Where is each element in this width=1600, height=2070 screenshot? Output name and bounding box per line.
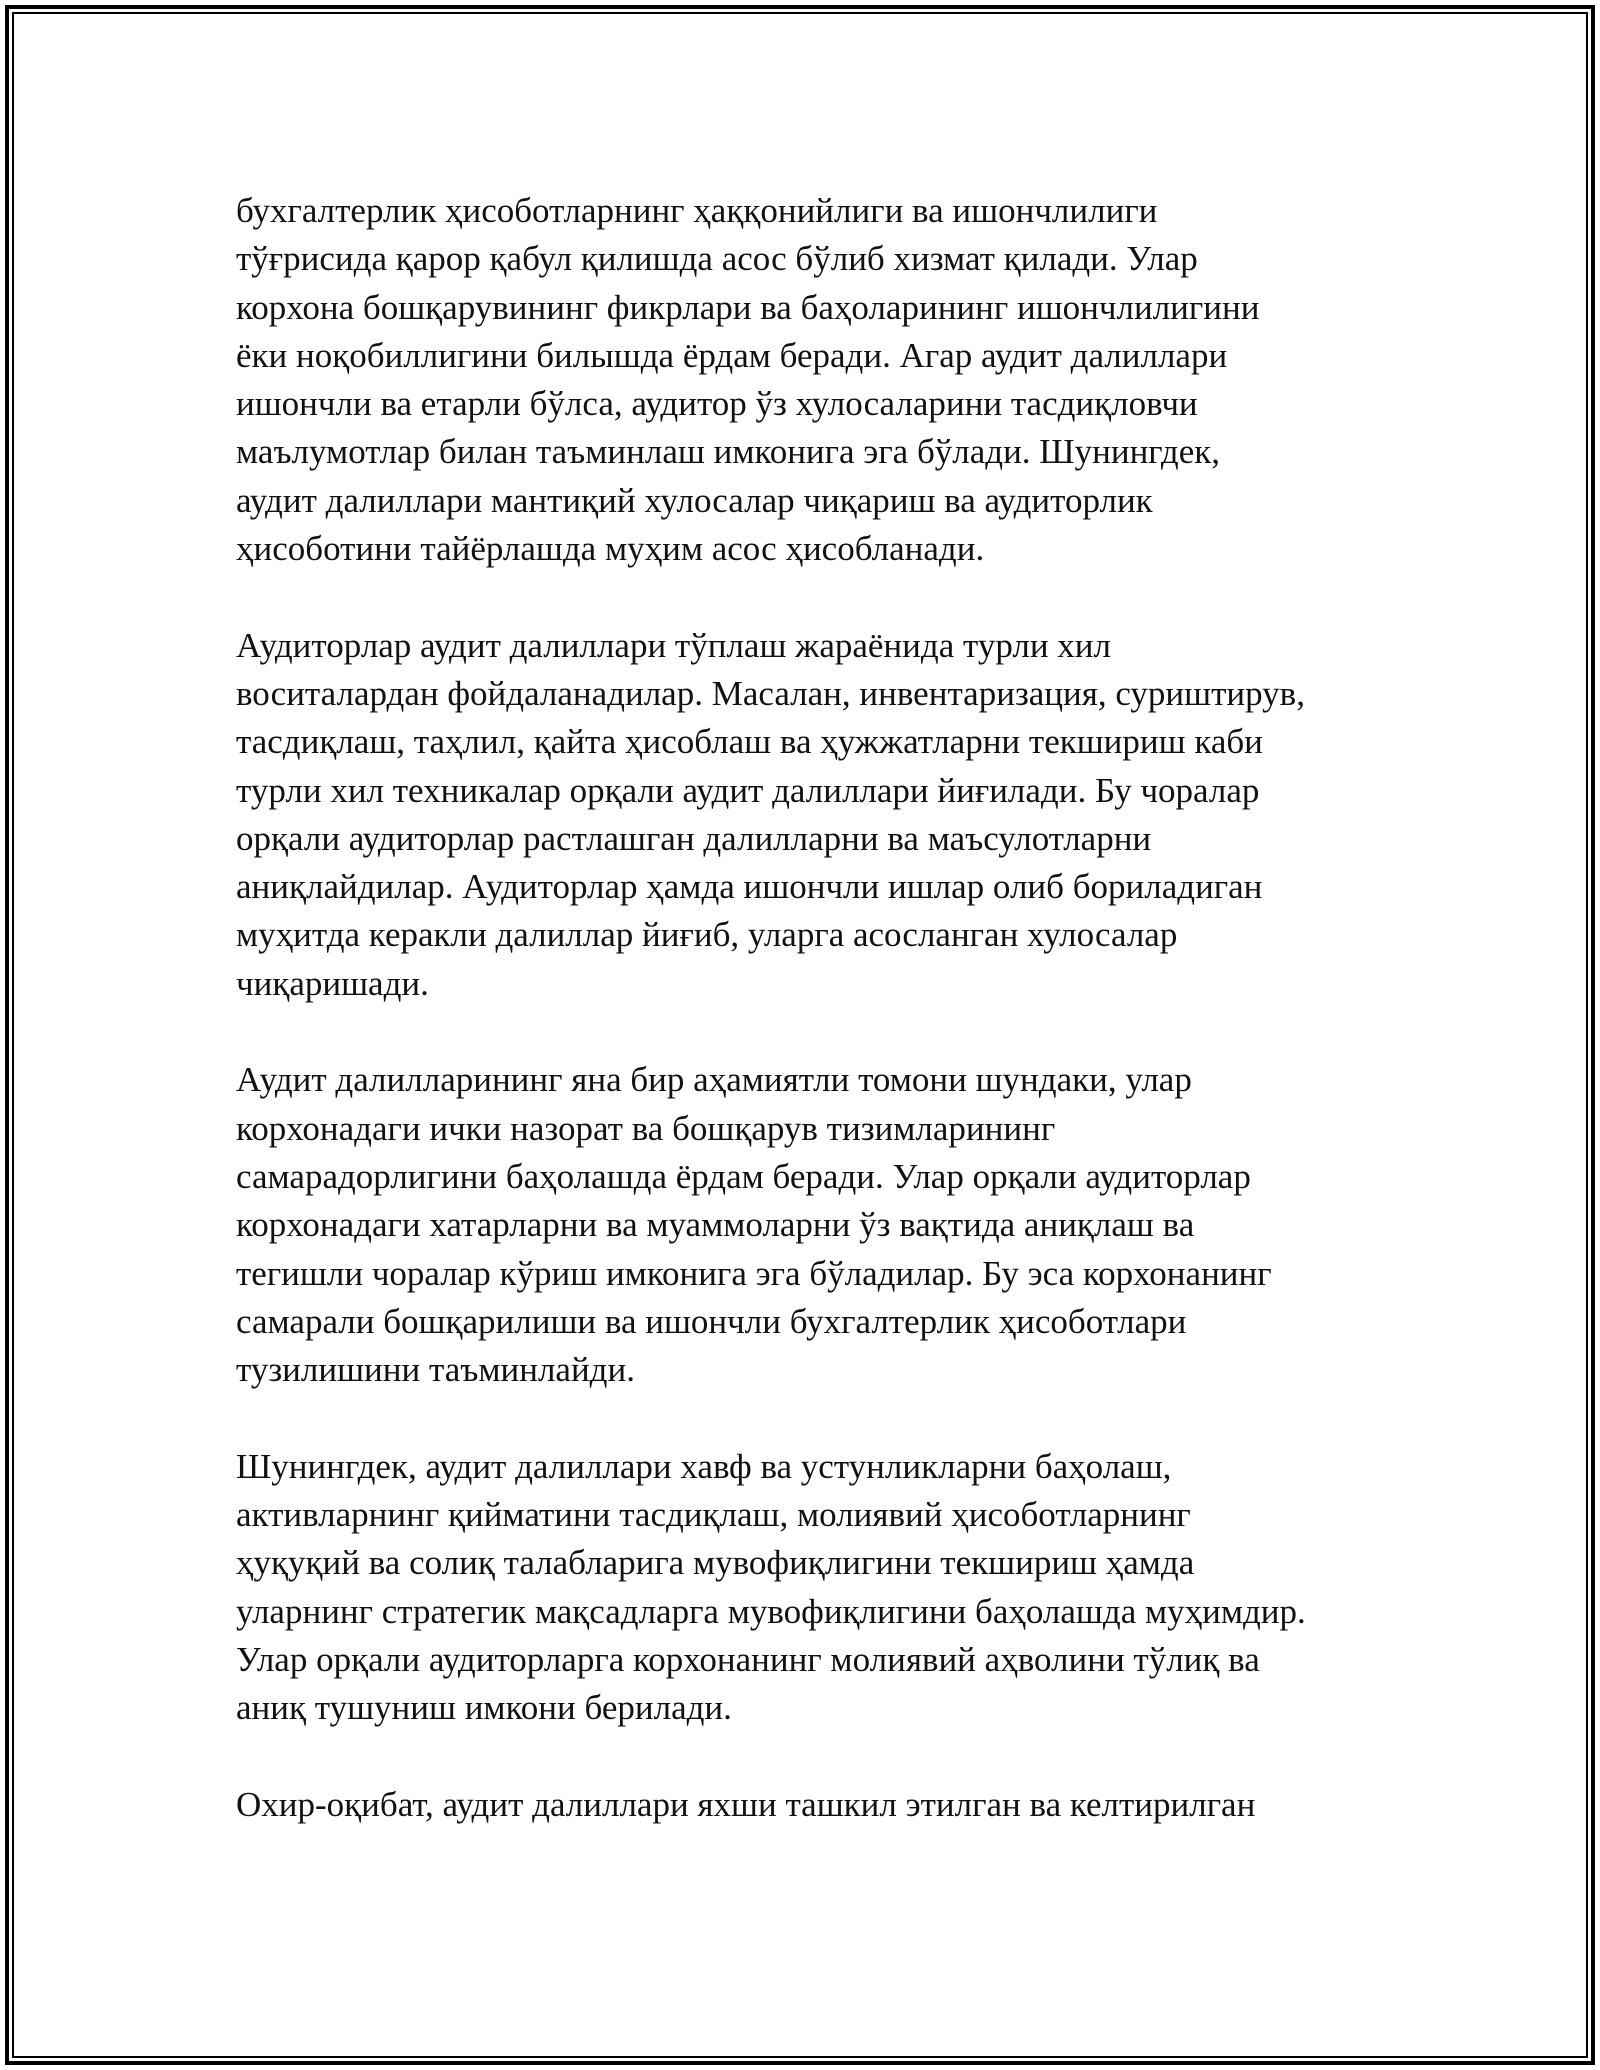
text-line: корхонадаги ички назорат ва бошқарув тизимларининг: [236, 1108, 1056, 1148]
document-body: [236, 187, 1376, 1877]
text-line: ишончли ва етарли бўлса, аудитор ўз хулосаларини тасдиқловчи: [236, 384, 1198, 424]
text-line: турли хил техникалар орқали аудит далиллари йиғилади. Бу чоралар: [236, 770, 1260, 810]
text-line: бухгалтерлик ҳисоботларнинг ҳаққонийлиги ва ишончлилиги: [236, 191, 1158, 230]
text-line: корхонадаги хатарларни ва муаммоларни ўз вақтида аниқлаш ва: [236, 1205, 1195, 1245]
text-line: Аудиторлар аудит далиллари тўплаш жараёнида турли хил: [236, 625, 1111, 665]
paragraph-4: [236, 1443, 1376, 1733]
text-line: воситалардан фойдаланадилар. Масалан, инвентаризация, суриштирув,: [236, 673, 1305, 713]
text-line: Улар орқали аудиторларга корхонанинг молиявий аҳволини тўлиқ ва: [236, 1639, 1260, 1679]
text-line: Аудит далилларининг яна бир аҳамиятли томони шундаки, улар: [236, 1060, 1192, 1100]
paragraph-5: [236, 1781, 1376, 1829]
text-line: ҳуқуқий ва солиқ талабларига мувофиқлигини текшириш ҳамда: [236, 1543, 1195, 1583]
text-line: тузилишини таъминлайди.: [236, 1350, 635, 1390]
text-line: активларнинг қийматини тасдиқлаш, молиявий ҳисоботларнинг: [236, 1495, 1191, 1535]
text-line: ёки ноқобиллигини билышда ёрдам беради. Агар аудит далиллари: [236, 335, 1228, 375]
paragraph-1: [236, 187, 1376, 573]
text-line: аудит далиллари мантиқий хулосалар чиқариш ва аудиторлик: [236, 480, 1153, 520]
text-line: самарадорлигини баҳолашда ёрдам беради. Улар орқали аудиторлар: [236, 1156, 1251, 1196]
paragraph-3: [236, 1056, 1376, 1394]
text-line: орқали аудиторлар растлашган далилларни ва маъсулотларни: [236, 818, 1152, 858]
paragraph-2: [236, 622, 1376, 1008]
text-line: самарали бошқарилиши ва ишончли бухгалтерлик ҳисоботлари: [236, 1301, 1187, 1341]
text-line: тегишли чоралар кўриш имконига эга бўладилар. Бу эса корхонанинг: [236, 1253, 1272, 1293]
text-line: Охир-оқибат, аудит далиллари яхши ташкил этилган ва келтирилган: [236, 1784, 1256, 1824]
text-line: муҳитда керакли далиллар йиғиб, уларга асосланган хулосалар: [236, 915, 1178, 955]
text-line: уларнинг стратегик мақсадларга мувофиқлигини баҳолашда муҳимдир.: [236, 1591, 1306, 1631]
text-line: чиқаришади.: [236, 963, 429, 1003]
text-line: тўғрисида қарор қабул қилишда асос бўлиб хизмат қилади. Улар: [236, 239, 1198, 279]
text-line: аниқлайдилар. Аудиторлар ҳамда ишончли ишлар олиб бориладиган: [236, 867, 1263, 907]
text-line: маълумотлар билан таъминлаш имконига эга бўлади. Шунингдек,: [236, 432, 1221, 472]
text-line: Шунингдек, аудит далиллари хавф ва устунликларни баҳолаш,: [236, 1446, 1172, 1486]
text-line: тасдиқлаш, таҳлил, қайта ҳисоблаш ва ҳужжатларни текшириш каби: [236, 722, 1263, 762]
text-line: аниқ тушуниш имкони берилади.: [236, 1688, 732, 1728]
text-line: корхона бошқарувининг фикрлари ва баҳоларининг ишончлилигини: [236, 287, 1260, 327]
text-line: ҳисоботини тайёрлашда муҳим асос ҳисобланади.: [236, 529, 985, 569]
